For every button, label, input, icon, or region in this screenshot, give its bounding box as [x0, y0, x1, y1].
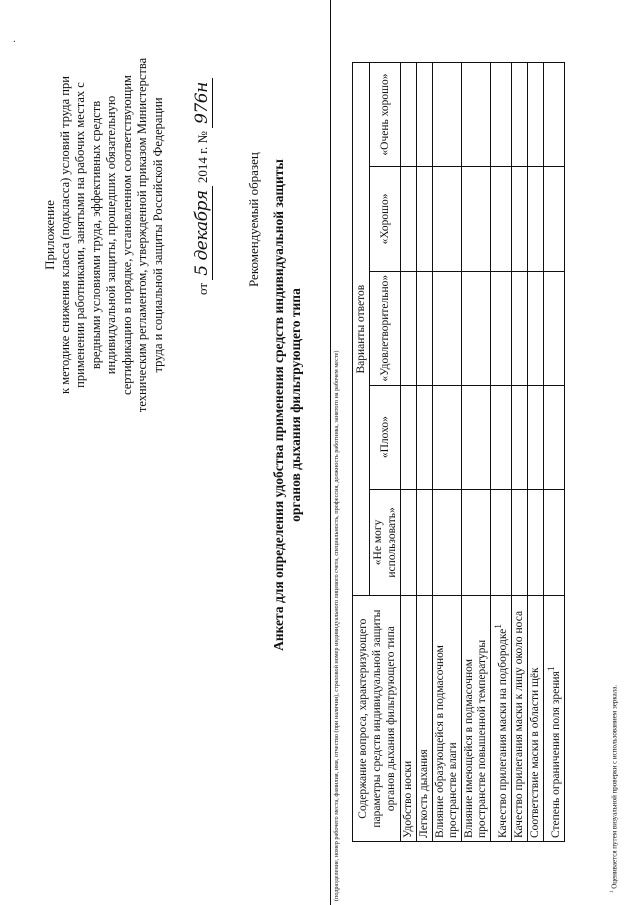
answer-option-header: «Очень хорошо»: [370, 63, 401, 167]
answer-cell[interactable]: [527, 63, 543, 167]
answers-header: Варианты ответов: [353, 63, 370, 596]
answer-cell[interactable]: [401, 489, 417, 596]
appendix-line: вредными условиями труда, эффективных средств: [88, 100, 103, 370]
table-row: [417, 63, 433, 842]
row-label-text: Степень ограничения поля зрения: [549, 671, 562, 838]
row-label: Качество прилегания маски к лицу около носа: [511, 596, 527, 842]
answer-option-header: «Не могу использовать»: [370, 489, 401, 596]
answer-cell[interactable]: [527, 489, 543, 596]
row-label: Легкость дыхания: [417, 596, 433, 842]
table-header-row: [353, 63, 370, 842]
answer-cell[interactable]: [417, 63, 433, 167]
answer-cell[interactable]: [511, 385, 527, 489]
answer-cell[interactable]: [511, 489, 527, 596]
appendix-line: к методике снижения класса (подкласса) условий труда при: [57, 76, 72, 394]
answer-option-header: «Удовлетворительно»: [370, 271, 401, 385]
appendix-header: [42, 35, 166, 435]
answer-cell[interactable]: [433, 63, 462, 167]
table-row: [543, 63, 564, 842]
table-row: [433, 63, 462, 842]
answer-cell[interactable]: [543, 167, 564, 272]
answer-cell[interactable]: [401, 271, 417, 385]
row-label: [543, 596, 564, 842]
answer-cell[interactable]: [401, 167, 417, 272]
fill-in-caption: (подразделение, номер рабочего места, фамилия, имя, отчество (при наличии), страховой номер индивидуального лицевого счета, специальность, профессия, должность работника, занятого на рабочем месте): [333, 350, 340, 901]
row-label: Влияние имеющейся в подмасочном пространстве повышенной температуры: [462, 596, 491, 842]
answer-cell[interactable]: [462, 271, 491, 385]
answer-cell[interactable]: [462, 63, 491, 167]
row-label: Удобство носки: [401, 596, 417, 842]
footnote: [610, 685, 618, 893]
row-label: [491, 596, 512, 842]
answer-cell[interactable]: [543, 271, 564, 385]
answer-cell[interactable]: [462, 489, 491, 596]
answer-cell[interactable]: [401, 385, 417, 489]
answer-option-header: «Хорошо»: [370, 167, 401, 272]
footnote-ref: 1: [493, 623, 504, 629]
footnote-ref: 1: [545, 666, 557, 672]
answer-cell[interactable]: [511, 63, 527, 167]
table-row: [511, 63, 527, 842]
answer-cell[interactable]: [462, 167, 491, 272]
param-header: Содержание вопроса, характеризующего параметры средств индивидуальной защиты органов дыхания фильтрующего типа: [353, 596, 401, 842]
table-row: [491, 63, 512, 842]
appendix-line: техническим регламентом, утвержденной приказом Министерства: [135, 57, 149, 413]
answer-cell[interactable]: [401, 63, 417, 167]
answer-cell[interactable]: [417, 271, 433, 385]
answer-cell[interactable]: [543, 63, 564, 167]
scan-dot: ·: [10, 39, 21, 43]
form-title: [270, 125, 304, 685]
footnote-text: Оценивается путем визуальной проверки с использованием зеркала.: [610, 684, 619, 889]
order-year: 2014 г. №: [195, 131, 210, 184]
survey-table: [352, 62, 565, 842]
appendix-title: Приложение: [42, 200, 57, 270]
answer-cell[interactable]: [491, 271, 512, 385]
answer-cell[interactable]: [527, 271, 543, 385]
appendix-line: индивидуальной защиты, прошедших обязательную: [104, 95, 118, 375]
answer-cell[interactable]: [527, 385, 543, 489]
table-row: [462, 63, 491, 842]
answer-cell[interactable]: [417, 489, 433, 596]
answer-cell[interactable]: [511, 167, 527, 272]
order-date-line: [192, 78, 212, 295]
answer-cell[interactable]: [511, 271, 527, 385]
answer-option-header: «Плохо»: [370, 385, 401, 489]
footnote-marker: 1: [610, 890, 615, 893]
answer-cell[interactable]: [417, 167, 433, 272]
appendix-line: сертификацию в порядке, установленном соответствующим: [119, 75, 134, 395]
form-title-line: органов дыхания фильтрующего типа: [288, 288, 303, 522]
answer-cell[interactable]: [433, 167, 462, 272]
appendix-line: применении работниками, занятыми на рабочих местах с: [73, 82, 87, 388]
answer-cell[interactable]: [491, 167, 512, 272]
answer-cell[interactable]: [433, 489, 462, 596]
answer-cell[interactable]: [543, 385, 564, 489]
order-prefix: от: [195, 282, 210, 295]
answer-cell[interactable]: [491, 63, 512, 167]
answer-cell[interactable]: [433, 271, 462, 385]
answer-cell[interactable]: [491, 385, 512, 489]
answer-cell[interactable]: [527, 167, 543, 272]
order-day-month: 5 декабря: [192, 186, 213, 279]
table-row: [401, 63, 417, 842]
answer-cell[interactable]: [462, 385, 491, 489]
answer-cell[interactable]: [543, 489, 564, 596]
recommended-sample-label: Рекомендуемый образец: [246, 152, 261, 287]
row-label: Соответствие маски в области щёк: [527, 596, 543, 842]
appendix-line: труда и социальной защиты Российской Федерации: [150, 97, 165, 373]
row-label: Влияние образующейся в подмасочном пространстве влаги: [433, 596, 462, 842]
answer-cell[interactable]: [417, 385, 433, 489]
form-title-line: Анкета для определения удобства применения средств индивидуальной защиты: [271, 159, 286, 651]
answer-cell[interactable]: [433, 385, 462, 489]
fill-in-line: [330, 0, 331, 905]
order-number: 976н: [192, 78, 213, 128]
answer-cell[interactable]: [491, 489, 512, 596]
row-label-text: Качество прилегания маски на подбородке: [496, 628, 509, 838]
table-row: [527, 63, 543, 842]
